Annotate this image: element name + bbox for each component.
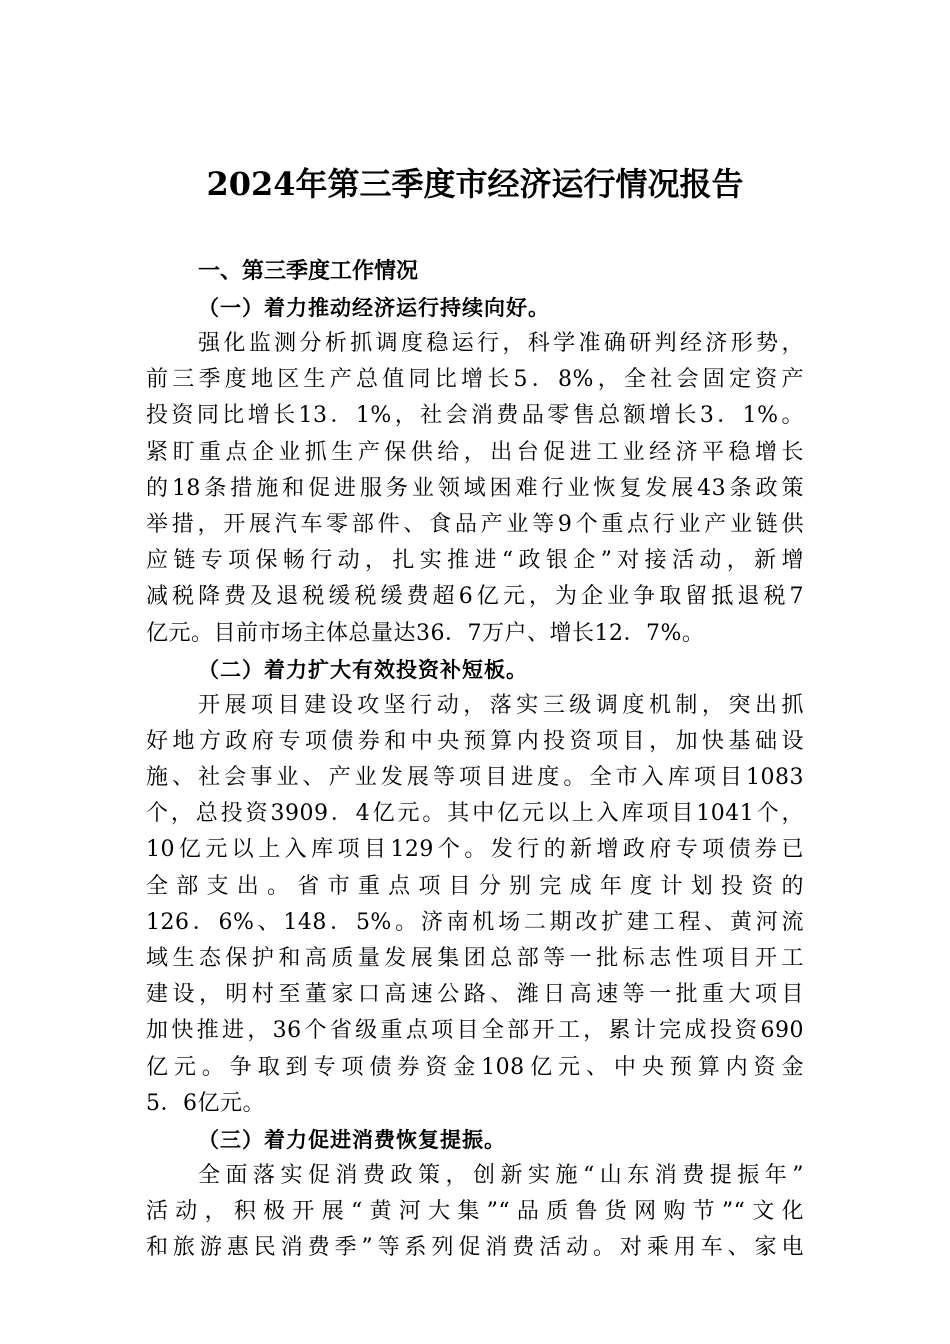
paragraph-line: 域生态保护和高质量发展集团总部等一批标志性项目开工 [146, 946, 804, 971]
paragraph-line: 加快推进，36个省级重点项目全部开工，累计完成投资690 [146, 1018, 804, 1044]
section-heading-work-status: 一、第三季度工作情况 [198, 259, 419, 284]
paragraph-line: 活动，积极开展“黄河大集”“品质鲁货网购节”“文化 [146, 1199, 804, 1225]
paragraph-line: 的18条措施和促进服务业领域困难行业恢复发展43条政策 [146, 475, 804, 501]
paragraph-line: 亿元。目前市场主体总量达36．7万户、增长12．7%。 [146, 620, 705, 646]
paragraph-line: 前三季度地区生产总值同比增长5．8%，全社会固定资产 [146, 367, 804, 393]
paragraph-line: 和旅游惠民消费季”等系列促消费活动。对乘用车、家电 [146, 1235, 804, 1261]
paragraph-line: 施、社会事业、产业发展等项目进度。全市入库项目1083 [146, 765, 804, 791]
paragraph-line: 强化监测分析抓调度稳运行，科学准确研判经济形势， [198, 331, 804, 356]
paragraph-line: 全面落实促消费政策，创新实施“山东消费提振年” [198, 1162, 804, 1188]
paragraph-consumption [146, 1158, 804, 1267]
paragraph-line: 亿元。争取到专项债券资金108亿元、中央预算内资金 [146, 1054, 804, 1080]
paragraph-line: 举措，开展汽车零部件、食品产业等9个重点行业产业链供 [146, 511, 804, 537]
subsection-heading-investment: （二）着力扩大有效投资补短板。 [198, 656, 528, 682]
subsection-heading-consumption: （三）着力促进消费恢复提振。 [198, 1126, 506, 1152]
paragraph-line: 10亿元以上入库项目129个。发行的新增政府专项债券已 [146, 837, 804, 863]
paragraph-line: 投资同比增长13．1%，社会消费品零售总额增长3．1%。 [146, 403, 804, 429]
paragraph-line: 126．6%、148．5%。济南机场二期改扩建工程、黄河流 [146, 909, 804, 935]
paragraph-line: 建设，明村至董家口高速公路、潍日高速等一批重大项目 [146, 982, 804, 1008]
paragraph-line: 开展项目建设攻坚行动，落实三级调度机制，突出抓 [198, 692, 804, 718]
document-body [146, 254, 804, 1267]
document-title: 2024年第三季度市经济运行情况报告 [206, 165, 744, 203]
paragraph-line: 紧盯重点企业抓生产保供给，出台促进工业经济平稳增长 [146, 439, 804, 465]
paragraph-investment [146, 688, 804, 1122]
paragraph-line: 5．6亿元。 [146, 1090, 265, 1116]
paragraph-economy [146, 326, 804, 652]
paragraph-line: 好地方政府专项债券和中央预算内投资项目，加快基础设 [146, 728, 804, 754]
paragraph-line: 个，总投资3909．4亿元。其中亿元以上入库项目1041个， [146, 801, 804, 827]
paragraph-line: 全部支出。省市重点项目分别完成年度计划投资的 [146, 873, 804, 899]
subsection-heading-economy: （一）着力推动经济运行持续向好。 [198, 295, 550, 320]
paragraph-line: 应链专项保畅行动，扎实推进“政银企”对接活动，新增 [146, 548, 804, 574]
paragraph-line: 减税降费及退税缓税缓费超6亿元，为企业争取留抵退税7 [146, 584, 804, 610]
